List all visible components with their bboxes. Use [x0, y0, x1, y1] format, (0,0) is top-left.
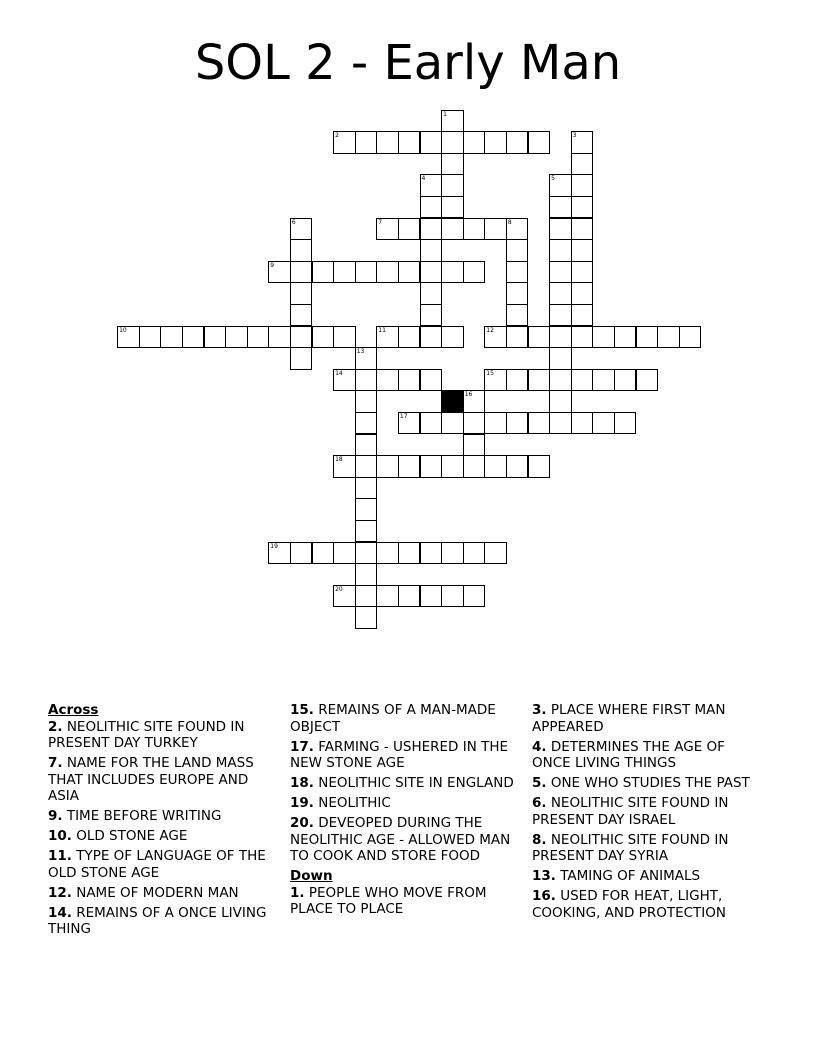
grid-cell[interactable]: [355, 498, 378, 521]
grid-cell[interactable]: [182, 326, 205, 349]
clue-down-3: 3. PLACE WHERE FIRST MAN APPEARED: [532, 702, 726, 735]
grid-cell[interactable]: [528, 326, 551, 349]
grid-cell[interactable]: [528, 131, 551, 154]
grid-cell[interactable]: [614, 412, 637, 435]
grid-cell[interactable]: [528, 455, 551, 478]
grid-cell[interactable]: [355, 347, 378, 370]
grid-cell[interactable]: [463, 261, 486, 284]
grid-cell[interactable]: [549, 261, 572, 284]
clue-number: 2: [335, 132, 339, 140]
grid-cell[interactable]: [549, 390, 572, 413]
clue-down-4: 4. DETERMINES THE AGE OF ONCE LIVING THINGS: [532, 738, 725, 771]
clue-across-12: 12. NAME OF MODERN MAN: [48, 884, 239, 901]
grid-cell[interactable]: [247, 326, 270, 349]
clue-across-20: 20. DEVEOPED DURING THE NEOLITHIC AGE - ALLOWED MAN TO COOK AND STORE FOOD: [290, 815, 511, 864]
grid-cell[interactable]: [441, 174, 464, 197]
grid-cell[interactable]: [571, 412, 594, 435]
clue-number: 6: [291, 218, 296, 226]
grid-cell[interactable]: [441, 261, 464, 284]
grid-cell[interactable]: [484, 131, 507, 154]
grid-cell[interactable]: [355, 390, 378, 413]
grid-cell[interactable]: [506, 261, 529, 284]
grid-cell[interactable]: [657, 326, 680, 349]
clue-across-10: 10. OLD STONE AGE: [48, 828, 188, 844]
grid-cell[interactable]: [549, 369, 572, 392]
grid-cell[interactable]: [376, 131, 399, 154]
grid-cell[interactable]: [420, 261, 443, 284]
grid-cell[interactable]: [506, 304, 529, 327]
grid-cell[interactable]: [506, 455, 529, 478]
clue-number: 16: [464, 391, 473, 399]
grid-cell[interactable]: [376, 369, 399, 392]
grid-cell[interactable]: [420, 196, 443, 219]
grid-cell[interactable]: [376, 455, 399, 478]
grid-cell[interactable]: [355, 434, 378, 457]
clue-number: 19: [270, 542, 278, 550]
grid-cell[interactable]: [290, 347, 313, 370]
grid-cell[interactable]: [420, 239, 443, 262]
grid-cell[interactable]: [528, 412, 551, 435]
grid-cell[interactable]: [484, 369, 507, 392]
clue-number: 10: [119, 326, 127, 334]
grid-cell[interactable]: [441, 585, 464, 608]
grid-cell[interactable]: [312, 261, 335, 284]
grid-cell[interactable]: [312, 542, 335, 565]
grid-cell[interactable]: [398, 218, 421, 241]
grid-cell[interactable]: [463, 542, 486, 565]
grid-cell[interactable]: [441, 218, 464, 241]
grid-cell[interactable]: [398, 131, 421, 154]
across-heading: Across: [48, 702, 99, 718]
grid-cell[interactable]: [355, 131, 378, 154]
grid-cell[interactable]: [484, 542, 507, 565]
grid-cell[interactable]: [484, 455, 507, 478]
grid-cell[interactable]: [549, 282, 572, 305]
grid-cell[interactable]: [376, 542, 399, 565]
grid-cell[interactable]: [463, 412, 486, 435]
grid-cell[interactable]: [268, 326, 291, 349]
grid-cell[interactable]: [571, 239, 594, 262]
grid-cell[interactable]: [268, 261, 291, 284]
grid-cell[interactable]: [290, 218, 313, 241]
grid-cell[interactable]: [571, 326, 594, 349]
clue-across-14: 14. REMAINS OF A ONCE LIVING THING: [48, 904, 267, 937]
grid-cell[interactable]: [355, 606, 378, 629]
grid-cell[interactable]: [506, 282, 529, 305]
clue-number: 20: [335, 585, 343, 593]
grid-cell[interactable]: [355, 585, 378, 608]
grid-cell[interactable]: [290, 239, 313, 262]
grid-cell[interactable]: [679, 326, 702, 349]
grid-cell[interactable]: [506, 412, 529, 435]
grid-cell[interactable]: [420, 455, 443, 478]
grid-cell[interactable]: [355, 369, 378, 392]
grid-cell[interactable]: [420, 174, 443, 197]
black-square: [441, 390, 464, 413]
grid-cell[interactable]: [420, 131, 443, 154]
grid-cell[interactable]: [484, 412, 507, 435]
grid-cell[interactable]: [571, 131, 594, 154]
clue-across-2: 2. NEOLITHIC SITE FOUND IN PRESENT DAY TURKEY: [48, 718, 245, 751]
grid-cell[interactable]: [441, 110, 464, 133]
clue-down-13: 13. TAMING OF ANIMALS: [532, 868, 701, 884]
grid-cell[interactable]: [290, 304, 313, 327]
grid-cell[interactable]: [463, 390, 486, 413]
grid-cell[interactable]: [355, 455, 378, 478]
grid-cell[interactable]: [398, 326, 421, 349]
grid-cell[interactable]: [592, 326, 615, 349]
grid-cell[interactable]: [571, 261, 594, 284]
grid-cell[interactable]: [333, 542, 356, 565]
grid-cell[interactable]: [571, 174, 594, 197]
grid-cell[interactable]: [549, 174, 572, 197]
grid-cell[interactable]: [441, 131, 464, 154]
clue-across-11: 11. TYPE OF LANGUAGE OF THE OLD STONE AGE: [48, 848, 266, 881]
grid-cell[interactable]: [441, 412, 464, 435]
grid-cell[interactable]: [614, 369, 637, 392]
clue-across-7: 7. NAME FOR THE LAND MASS THAT INCLUDES EUROPE AND ASIA: [48, 755, 254, 804]
clue-number: 11: [378, 326, 386, 334]
grid-cell[interactable]: [160, 326, 183, 349]
grid-cell[interactable]: [333, 369, 356, 392]
grid-cell[interactable]: [441, 455, 464, 478]
grid-cell[interactable]: [290, 326, 313, 349]
clue-column-3: [532, 702, 762, 925]
grid-cell[interactable]: [549, 304, 572, 327]
grid-cell[interactable]: [398, 542, 421, 565]
grid-cell[interactable]: [571, 153, 594, 176]
grid-cell[interactable]: [312, 326, 335, 349]
grid-cell[interactable]: [506, 239, 529, 262]
grid-cell[interactable]: [117, 326, 140, 349]
grid-cell[interactable]: [376, 261, 399, 284]
grid-cell[interactable]: [636, 369, 659, 392]
clue-column-1: [48, 702, 276, 941]
grid-cell[interactable]: [333, 326, 356, 349]
grid-cell[interactable]: [463, 585, 486, 608]
grid-cell[interactable]: [268, 542, 291, 565]
grid-cell[interactable]: [506, 131, 529, 154]
grid-cell[interactable]: [592, 369, 615, 392]
clue-number: 17: [399, 412, 408, 420]
grid-cell[interactable]: [441, 542, 464, 565]
grid-cell[interactable]: [549, 196, 572, 219]
grid-cell[interactable]: [398, 261, 421, 284]
grid-cell[interactable]: [333, 585, 356, 608]
grid-cell[interactable]: [398, 585, 421, 608]
grid-cell[interactable]: [333, 131, 356, 154]
clue-number: 8: [507, 218, 512, 226]
grid-cell[interactable]: [463, 434, 486, 457]
clue-number: 15: [486, 369, 494, 377]
grid-cell[interactable]: [571, 282, 594, 305]
clue-number: 14: [335, 369, 343, 377]
grid-cell[interactable]: [420, 369, 443, 392]
clue-number: 12: [486, 326, 494, 334]
grid-cell[interactable]: [571, 304, 594, 327]
grid-cell[interactable]: [506, 218, 529, 241]
clue-number: 4: [421, 175, 426, 183]
grid-cell[interactable]: [420, 304, 443, 327]
grid-cell[interactable]: [376, 326, 399, 349]
grid-cell[interactable]: [355, 563, 378, 586]
grid-cell[interactable]: [355, 477, 378, 500]
clue-number: 7: [378, 218, 383, 226]
clue-number: 18: [335, 456, 343, 464]
grid-cell[interactable]: [398, 369, 421, 392]
clue-across-15: 15. REMAINS OF A MAN-MADE OBJECT: [290, 702, 496, 735]
clue-down-16: 16. USED FOR HEAT, LIGHT, COOKING, AND PROTECTION: [532, 888, 726, 921]
grid-cell[interactable]: [204, 326, 227, 349]
grid-cell[interactable]: [420, 412, 443, 435]
clue-number: 3: [572, 132, 577, 140]
grid-cell[interactable]: [484, 218, 507, 241]
grid-cell[interactable]: [636, 326, 659, 349]
grid-cell[interactable]: [355, 542, 378, 565]
grid-cell[interactable]: [441, 153, 464, 176]
grid-cell[interactable]: [225, 326, 248, 349]
grid-cell[interactable]: [549, 326, 572, 349]
clue-down-5: 5. ONE WHO STUDIES THE PAST: [532, 775, 750, 791]
grid-cell[interactable]: [571, 196, 594, 219]
clue-across-18: 18. NEOLITHIC SITE IN ENGLAND: [290, 775, 514, 791]
clue-number: 13: [356, 348, 365, 356]
clue-down-6: 6. NEOLITHIC SITE FOUND IN PRESENT DAY ISRAEL: [532, 795, 729, 828]
puzzle-title: SOL 2 - Early Man: [194, 35, 622, 91]
grid-cell[interactable]: [290, 261, 313, 284]
grid-cell[interactable]: [398, 412, 421, 435]
grid-cell[interactable]: [549, 412, 572, 435]
grid-cell[interactable]: [441, 196, 464, 219]
clue-number: 5: [551, 175, 555, 183]
grid-cell[interactable]: [333, 455, 356, 478]
grid-cell[interactable]: [506, 326, 529, 349]
grid-cell[interactable]: [290, 542, 313, 565]
grid-cell[interactable]: [355, 261, 378, 284]
clue-across-9: 9. TIME BEFORE WRITING: [48, 808, 222, 824]
clue-down-8: 8. NEOLITHIC SITE FOUND IN PRESENT DAY SYRIA: [532, 831, 729, 864]
grid-cell[interactable]: [376, 585, 399, 608]
grid-cell[interactable]: [463, 455, 486, 478]
clue-across-19: 19. NEOLITHIC: [290, 795, 391, 811]
grid-cell[interactable]: [333, 261, 356, 284]
clue-number: 9: [270, 261, 275, 269]
grid-cell[interactable]: [463, 131, 486, 154]
grid-cell[interactable]: [376, 218, 399, 241]
grid-cell[interactable]: [441, 326, 464, 349]
down-heading: Down: [290, 868, 333, 884]
grid-cell[interactable]: [571, 369, 594, 392]
clue-across-17: 17. FARMING - USHERED IN THE NEW STONE AGE: [290, 738, 509, 771]
grid-cell[interactable]: [549, 218, 572, 241]
clue-down-1: 1. PEOPLE WHO MOVE FROM PLACE TO PLACE: [290, 884, 487, 917]
clue-number: 1: [443, 110, 447, 118]
grid-cell[interactable]: [290, 282, 313, 305]
grid-cell[interactable]: [420, 282, 443, 305]
grid-cell[interactable]: [549, 239, 572, 262]
grid-cell[interactable]: [571, 218, 594, 241]
grid-cell[interactable]: [592, 412, 615, 435]
grid-cell[interactable]: [355, 520, 378, 543]
grid-cell[interactable]: [549, 347, 572, 370]
grid-cell[interactable]: [420, 218, 443, 241]
grid-cell[interactable]: [506, 369, 529, 392]
grid-cell[interactable]: [398, 455, 421, 478]
clue-column-2: [290, 702, 518, 921]
grid-cell[interactable]: [484, 326, 507, 349]
grid-cell[interactable]: [139, 326, 162, 349]
grid-cell[interactable]: [355, 412, 378, 435]
grid-cell[interactable]: [614, 326, 637, 349]
grid-cell[interactable]: [463, 218, 486, 241]
grid-cell[interactable]: [420, 542, 443, 565]
grid-cell[interactable]: [420, 585, 443, 608]
grid-cell[interactable]: [420, 326, 443, 349]
grid-cell[interactable]: [528, 369, 551, 392]
